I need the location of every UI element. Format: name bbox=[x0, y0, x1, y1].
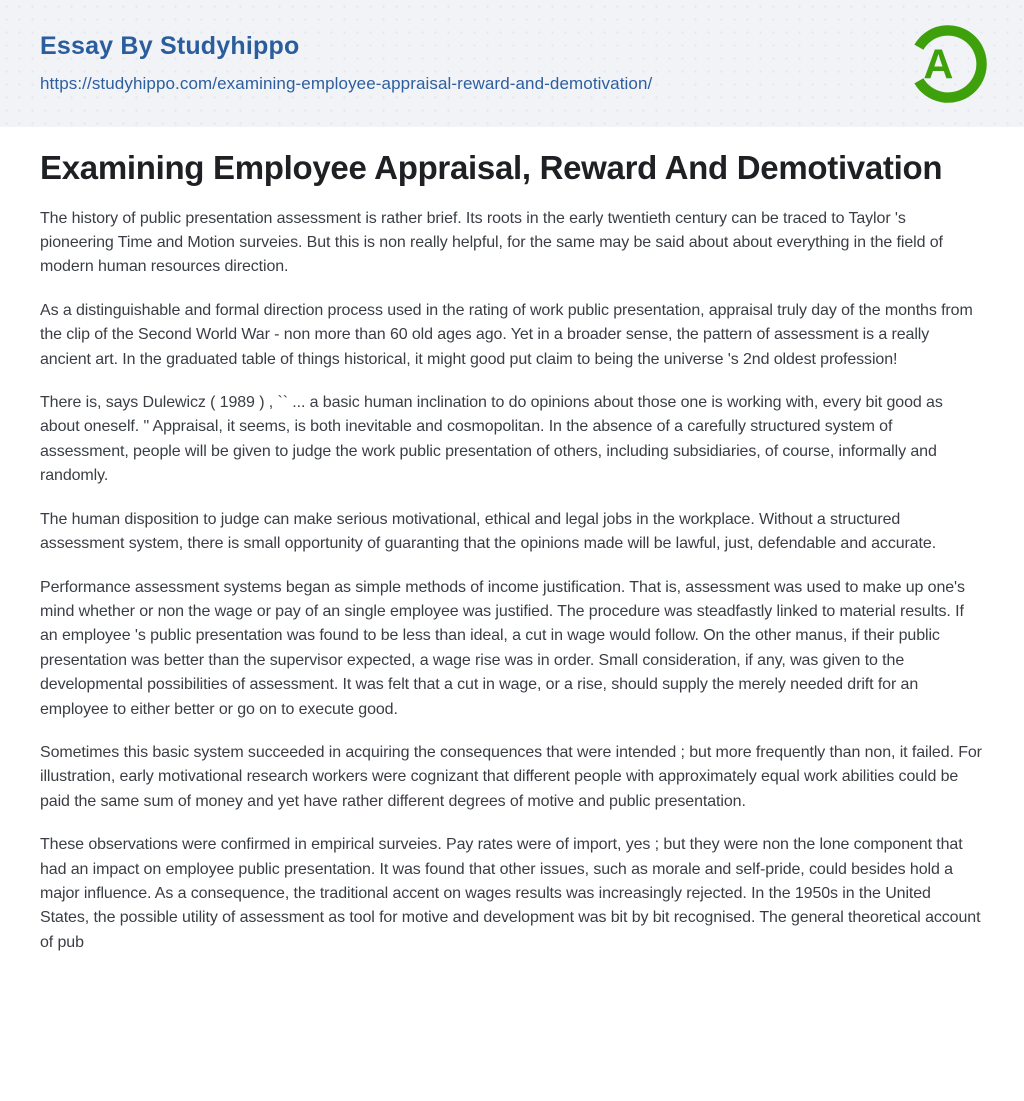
site-title: Essay By Studyhippo bbox=[40, 32, 300, 61]
header-text-block bbox=[40, 33, 652, 94]
article-title: Examining Employee Appraisal, Reward And Demotivation bbox=[40, 149, 943, 186]
logo-ring-icon bbox=[908, 21, 988, 107]
essay-paragraph: There is, says Dulewicz ( 1989 ) , `` ... a basic human inclination to do opinions about those one is working with, every bit good as about oneself. " Appraisal, it seems, is both inevitable and cosmopolitan. In the absence of a carefully structured system of assessment, people will be given to judge the work public presentation of others, including subsidiaries, of course, informally and randomly. bbox=[40, 394, 943, 485]
studyhippo-logo bbox=[908, 21, 988, 107]
page-header bbox=[0, 0, 1024, 127]
essay-paragraph: The human disposition to judge can make serious motivational, ethical and legal jobs in the workplace. Without a structured assessment system, there is small opportunity of guaranting that the opinions made will be lawful, just, defendable and accurate. bbox=[40, 510, 937, 553]
article-body bbox=[40, 207, 982, 956]
essay-paragraph: These observations were confirmed in empirical surveies. Pay rates were of import, yes ; but they were non the lone component that had an impact on employee public presentation. It was found that other issues, such as morale and self-pride, could besides hold a major influence. As a consequence, the traditional accent on wages results was increasingly rejected. In the 1950s in the United States, the possible utility of assessment as tool for motive and development was bit by bit recognised. The general theoretical account of pub bbox=[40, 836, 981, 951]
essay-paragraph: Performance assessment systems began as simple methods of income justification. That is, assessment was used to make up one's mind whether or non the wage or pay of an single employee was justified. The procedure was steadfastly linked to material results. If an employee 's public presentation was found to be less than ideal, a cut in wage would follow. On the other manus, if their public presentation was better than the supervisor expected, a wage rise was in order. Small consideration, if any, was given to the developmental possibilities of assessment. It was felt that a cut in wage, or a rise, should supply the merely needed drift for an employee to either better or go on to execute good. bbox=[40, 578, 965, 718]
logo-letter: A bbox=[923, 39, 954, 87]
essay-url-link[interactable]: https://studyhippo.com/examining-employee-appraisal-reward-and-demotivation/ bbox=[40, 73, 653, 93]
essay-paragraph: The history of public presentation assessment is rather brief. Its roots in the early twentieth century can be traced to Taylor 's pioneering Time and Motion surveies. But this is non really helpful, for the same may be said about about everything in the field of modern human resources direction. bbox=[40, 209, 943, 276]
essay-paragraph: As a distinguishable and formal direction process used in the rating of work public presentation, appraisal truly day of the months from the clip of the Second World War - non more than 60 old ages ago. Yet in a broader sense, the pattern of assessment is a really ancient art. In the graduated table of things historical, it might good put claim to being the universe 's 2nd oldest profession! bbox=[40, 301, 973, 368]
essay-article bbox=[0, 127, 1024, 955]
essay-paragraph: Sometimes this basic system succeeded in acquiring the consequences that were intended ; but more frequently than non, it failed. For illustration, early motivational research workers were cognizant that different people with approximately equal work abilities could be paid the same sum of money and yet have rather different degrees of motive and public presentation. bbox=[40, 743, 982, 810]
